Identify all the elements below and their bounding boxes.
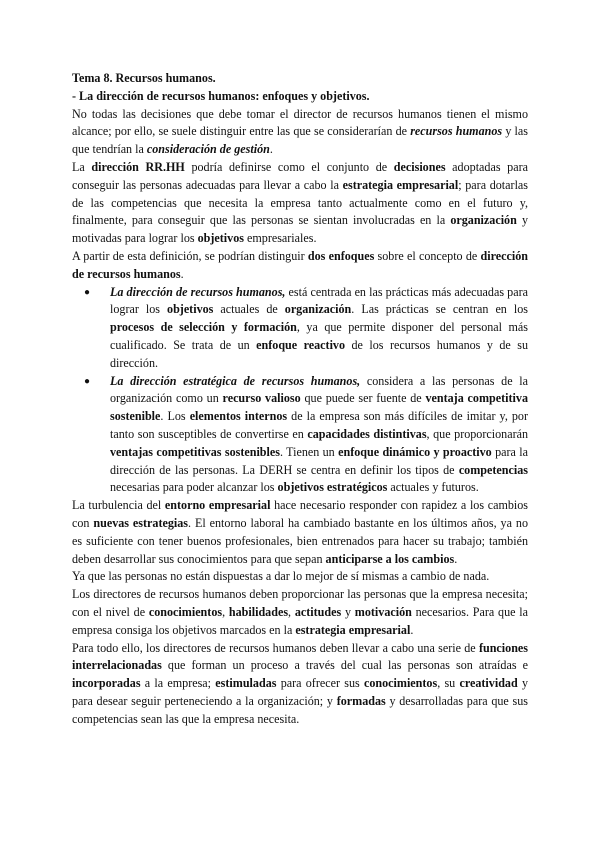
paragraph-7: Para todo ello, los directores de recursos humanos deben llevar a cabo una serie de funciones interrelacionadas que forman un proceso a través del cual las personas son atraídas e incorporadas a la empresa; estimuladas para ofrecer sus conocimientos, su creatividad y para desear seguir perteneciendo a la organización; y formadas y desarrolladas para que sus competencias sean las que la empresa necesita. (72, 640, 528, 726)
page-title: Tema 8. Recursos humanos. (72, 71, 216, 85)
bullet-icon: ● (84, 375, 91, 387)
paragraph-6: Los directores de recursos humanos deben proporcionar las personas que la empresa necesita; con el nivel de conocimientos, habilidades, actitudes y motivación necesarios. Para que la empresa consiga los objetivos marcados en la estrategia empresarial. (72, 587, 528, 637)
paragraph-1: No todas las decisiones que debe tomar el director de recursos humanos tienen el mismo alcance; por ello, se suele distinguir entre las que se considerarían de recursos humanos y las que tendrían la consideración de gestión. (72, 106, 528, 157)
section-subtitle: - La dirección de recursos humanos: enfoques y objetivos. (72, 88, 370, 103)
paragraph-4: La turbulencia del entorno empresarial hace necesario responder con rapidez a los cambios con nuevas estrategias. El entorno laboral ha cambiado bastante en los últimos años, ya no es suficiente con tener buenos profesionales, bien entrenados para hacer su trabajo; también deben desarrollar sus conocimientos para que sepan anticiparse a los cambios. (72, 498, 529, 566)
paragraph-2: La dirección RR.HH podría definirse como el conjunto de decisiones adoptadas para conseguir las personas adecuadas para llevar a cabo la estrategia empresarial; para dotarlas de las competencias que necesita la empresa tanto actualmente como en el futuro y, finalmente, para conseguir que las personas se sientan involucradas en la organización y motivadas para lograr los objetivos empresariales. (72, 159, 528, 246)
document-page (72, 70, 528, 728)
paragraph-3: A partir de esta definición, se podrían distinguir dos enfoques sobre el concepto de dirección de recursos humanos. (72, 248, 528, 281)
bullet-icon: ● (84, 286, 91, 298)
list-item-hr-direction: ● La dirección de recursos humanos, está centrada en las prácticas más adecuadas para lograr los objetivos actuales de organización. Las prácticas se centran en los procesos de selección y formación, ya que permite disponer del personal más cualificado. Se trata de un enfoque reactivo de los recursos humanos y de su dirección. (84, 284, 528, 370)
list-item-strategic-hr-direction: ● La dirección estratégica de recursos humanos, considera a las personas de la organización como un recurso valioso que puede ser fuente de ventaja competitiva sostenible. Los elementos internos de la empresa son más difíciles de imitar y, por tanto son susceptibles de convertirse en capacidades distintivas, que proporcionarán ventajas competitivas sostenibles. Tienen un enfoque dinámico y proactivo para la dirección de las personas. La DERH se centra en definir los tipos de competencias necesarias para poder alcanzar los objetivos estratégicos actuales y futuros. (84, 373, 529, 495)
approaches-list (72, 284, 528, 498)
paragraph-5: Ya que las personas no están dispuestas a dar lo mejor de sí mismas a cambio de nada. (72, 569, 490, 584)
